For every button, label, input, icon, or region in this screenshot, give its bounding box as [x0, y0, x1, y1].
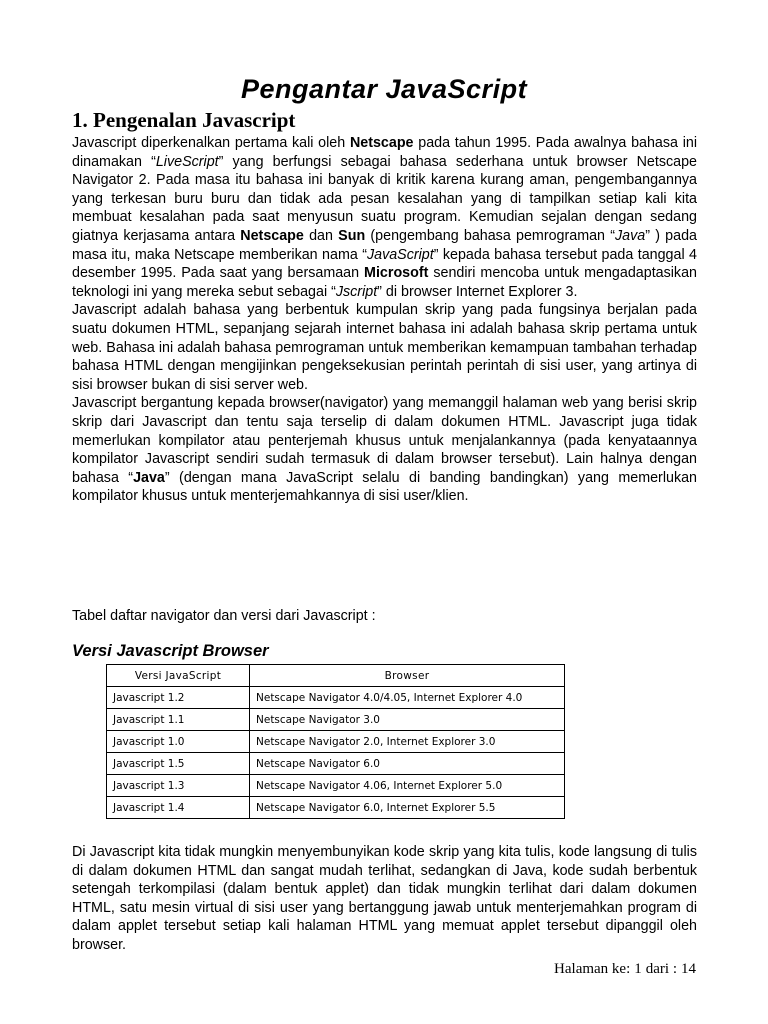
body-text [72, 134, 697, 506]
text-run: sendiri mencoba untuk mengadaptasikan teknologi ini yang mereka sebut sebagai “ [72, 265, 697, 300]
table-cell: Javascript 1.5 [107, 753, 250, 775]
text-run: ” di browser Internet Explorer 3. [377, 283, 578, 300]
table-heading: Versi Javascript Browser [72, 642, 269, 660]
bold-term: Microsoft [364, 265, 429, 282]
footer-page-label: Halaman ke: [554, 961, 631, 977]
text-run: ” yang berfungsi sebagai bahasa sederhana untuk browser Netscape Navigator 2. Pada masa itu bahasa ini banyak di kritik karena kurang aman, pengembangannya yang terkesan buru buru dan tidak ada pesan kesalahan yang di tampilkan setiap kali kita membuat kesalahan pada saat menyusun suatu program. Kemudian sejalan dengan sedang giatnya kerjasama antara [72, 153, 697, 244]
text-run: Javascript diperkenalkan pertama kali oleh [72, 135, 350, 151]
table-row [107, 775, 565, 797]
table-cell: Javascript 1.4 [107, 797, 250, 819]
paragraph-browser [72, 394, 697, 506]
page-footer [550, 961, 696, 978]
bold-term: Sun [338, 227, 366, 244]
table-cell: Netscape Navigator 4.06, Internet Explorer 5.0 [250, 775, 565, 797]
table-row [107, 753, 565, 775]
italic-term: LiveScript [155, 153, 219, 170]
table-cell: Netscape Navigator 6.0, Internet Explorer 5.5 [250, 797, 565, 819]
text-run: Javascript bergantung kepada browser(navigator) yang memanggil halaman web yang berisi skrip skrip dari Javascript dan tentu saja terselip di dalam dokumen HTML. Javascript juga tidak memerlukan kompilator atau penterjemah khusus untuk menjalankannya (pada kenyataannya kompilator Javascript sendiri sudah termasuk di dalam browser tersebut). Lain halnya dengan bahasa “ [72, 395, 697, 486]
footer-total-pages: 14 [681, 961, 696, 977]
closing-text [72, 843, 697, 955]
section-heading: 1. Pengenalan Javascript [72, 108, 296, 132]
bold-term: Java [133, 469, 165, 486]
text-run: ” kepada bahasa tersebut pada tanggal 4 desember 1995. Pada saat yang bersamaan [72, 246, 697, 282]
table-cell: Netscape Navigator 6.0 [250, 753, 565, 775]
text-run: dan [303, 227, 339, 244]
bold-term: Netscape [240, 227, 304, 244]
italic-term: Jscript [335, 283, 378, 300]
table-cell: Javascript 1.2 [107, 687, 250, 709]
paragraph-history [72, 134, 697, 301]
text-run: ” ) pada masa itu, maka Netscape memberikan nama “ [72, 227, 697, 263]
table-cell: Netscape Navigator 2.0, Internet Explorer 3.0 [250, 731, 565, 753]
table-row [107, 709, 565, 731]
table-cell: Netscape Navigator 3.0 [250, 709, 565, 731]
table-header-row [107, 665, 565, 687]
table-row [107, 687, 565, 709]
table-row [107, 731, 565, 753]
table-cell: Javascript 1.0 [107, 731, 250, 753]
table-cell: Javascript 1.1 [107, 709, 250, 731]
column-header: Versi JavaScript [107, 665, 250, 687]
bold-term: Netscape [349, 135, 414, 151]
italic-term: JavaScript [366, 246, 434, 263]
text-run: (pengembang bahasa pemrograman “ [365, 227, 615, 244]
column-header: Browser [250, 665, 565, 687]
paragraph-definition: Javascript adalah bahasa yang berbentuk kumpulan skrip yang pada fungsinya berjalan pada suatu dokumen HTML, sepanjang sejarah internet bahasa ini adalah bahasa skrip pertama untuk web. Bahasa ini adalah bahasa pemrograman untuk memberikan kemampuan tambahan terhadap bahasa HTML dengan mengijinkan pengeksekusian perintah perintah di sisi user, yang artinya di sisi browser bukan di sisi server web. [72, 302, 697, 393]
page-title: Pengantar JavaScript [240, 74, 528, 104]
table-cell: Javascript 1.3 [107, 775, 250, 797]
text-run: pada tahun 1995. Pada awalnya bahasa ini dinamakan “ [72, 135, 698, 170]
footer-page-number: 1 [634, 961, 642, 977]
table-intro-text: Tabel daftar navigator dan versi dari Javascript : [72, 608, 376, 624]
versions-table [106, 664, 565, 819]
paragraph-closing: Di Javascript kita tidak mungkin menyembunyikan kode skrip yang kita tulis, kode langsung di tulis di dalam dokumen HTML dan sangat mudah terlihat, sedangkan di Java, kode sudah berbentuk setengah terkompilasi (dalam bentuk applet) dan tidak mungkin terlihat dari dalam dokumen HTML, satu mesin virtual di sisi user yang bertanggung jawab untuk menterjemahkan program di dalam applet tersebut setiap kali halaman HTML yang memuat applet tersebut dipanggil oleh browser. [72, 844, 697, 953]
table-row [107, 797, 565, 819]
italic-term: Java [615, 227, 646, 244]
footer-of-label: dari : [645, 961, 677, 977]
text-run: ” (dengan mana JavaScript selalu di banding bandingkan) yang memerlukan kompilator khusus untuk menterjemahkannya di sisi user/klien. [72, 469, 697, 505]
table-cell: Netscape Navigator 4.0/4.05, Internet Explorer 4.0 [250, 687, 565, 709]
